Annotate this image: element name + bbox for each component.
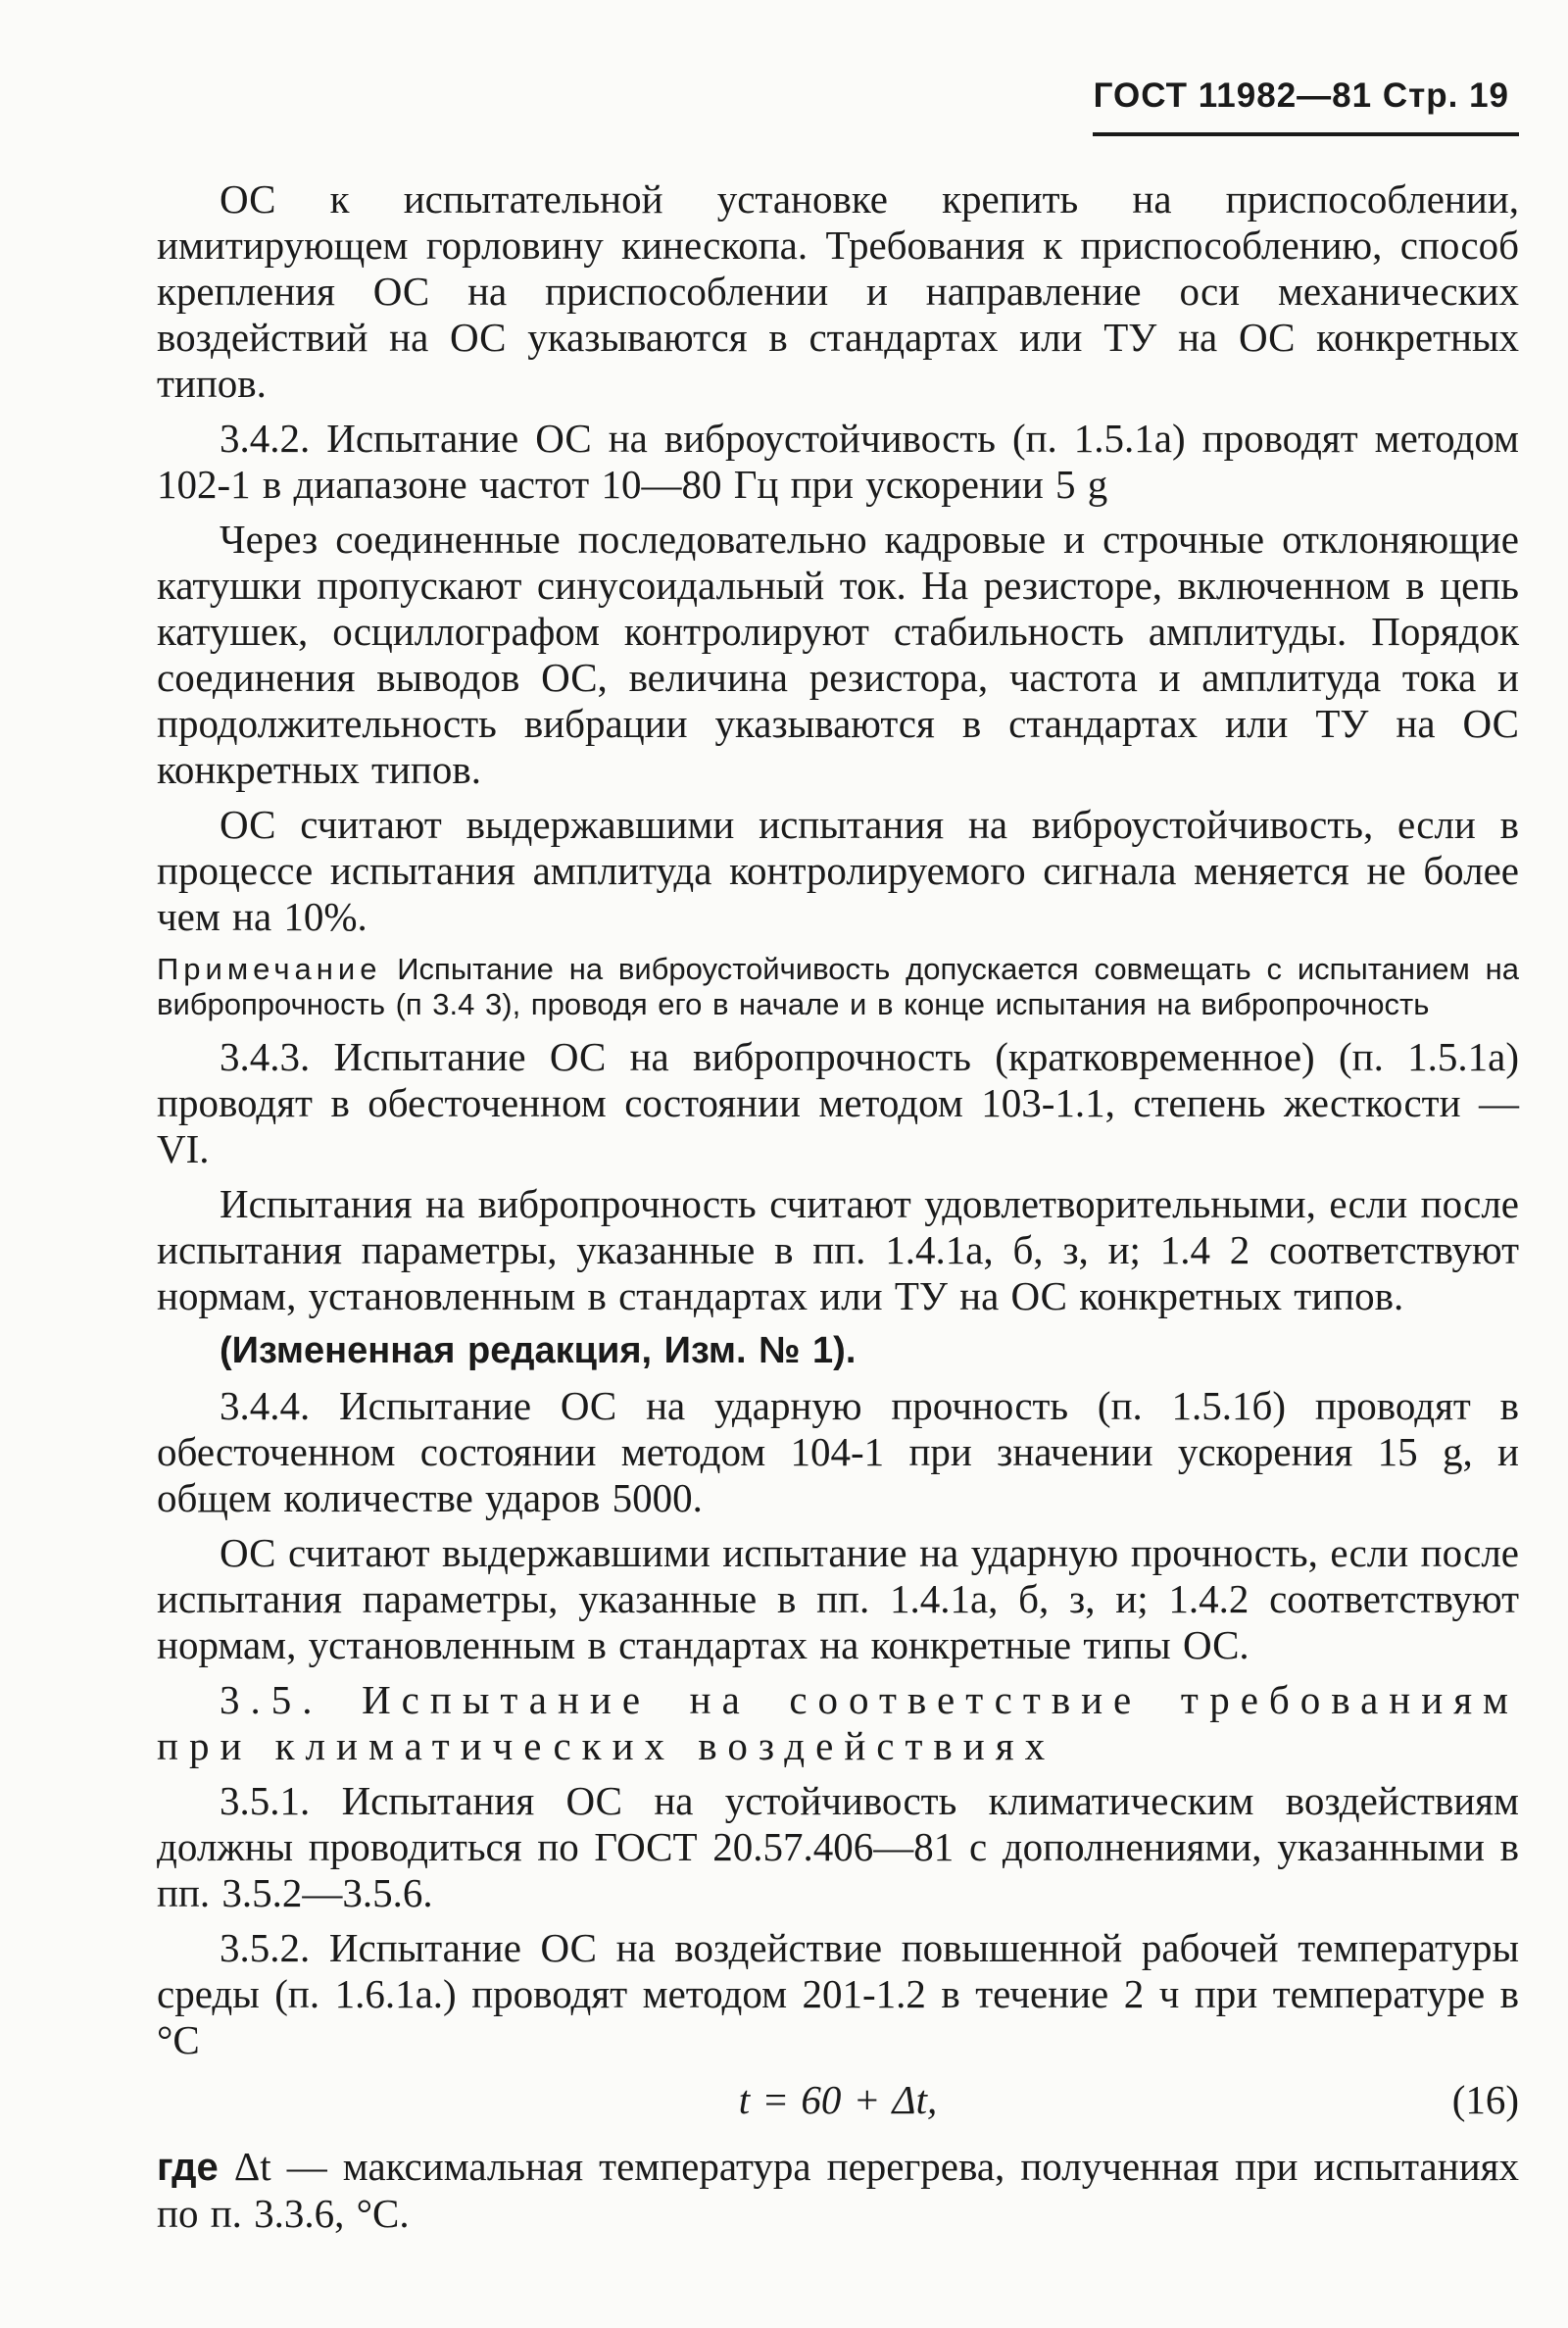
section-heading: 3.5. Испытание на соответствие требованиям при климатических воздействиях [157,1677,1519,1768]
paragraph: 3.4.3. Испытание ОС на вибропрочность (кратковременное) (п. 1.5.1а) проводят в обесточенном состоянии методом 103-1.1, степень жесткости — VI. [157,1034,1519,1171]
formula-row [157,2077,1519,2136]
note-text: Испытание на виброустойчивость допускается совмещать с испытанием на вибропрочность (п 3.4 3), проводя его в начале и в конце испытания на вибропрочность [157,952,1519,1021]
where-text: Δt — максимальная температура перегрева, полученная при испытаниях по п. 3.3.6, °С. [157,2144,1519,2236]
formula-explanation [157,2144,1519,2237]
header-rule [1093,132,1519,136]
paragraph: 3.4.4. Испытание ОС на ударную прочность (п. 1.5.1б) проводят в обесточенном состоянии методом 104-1 при значении ускорения 15 g, и общем количестве ударов 5000. [157,1383,1519,1520]
paragraph: 3.5.1. Испытания ОС на устойчивость климатическим воздействиям должны проводиться по ГОСТ 20.57.406—81 с дополнениями, указанными в пп. 3.5.2—3.5.6. [157,1778,1519,1915]
where-lead: где [157,2146,219,2189]
paragraph: Через соединенные последовательно кадровые и строчные отклоняющие катушки пропускают синусоидальный ток. На резисторе, включенном в цепь катушек, осциллографом контролируют стабильность амплитуды. Порядок соединения выводов ОС, величина резистора, частота и амплитуда тока и продолжительность вибрации указываются в стандартах или ТУ на ОС конкретных типов. [157,517,1519,792]
note-label: Примечание [157,952,382,986]
paragraph: 3.5.2. Испытание ОС на воздействие повышенной рабочей температуры среды (п. 1.6.1а.) проводят методом 201-1.2 в течение 2 ч при температуре в °С [157,1925,1519,2062]
paragraph: 3.4.2. Испытание ОС на виброустойчивость (п. 1.5.1а) проводят методом 102-1 в диапазоне частот 10—80 Гц при ускорении 5 g [157,416,1519,507]
note [157,952,1519,1022]
paragraph: ОС к испытательной установке крепить на приспособлении, имитирующем горловину кинескопа. Требования к приспособлению, способ крепления ОС на приспособлении и направление оси механических воздействий на ОС указываются в стандартах или ТУ на ОС конкретных типов. [157,176,1519,406]
paragraph: ОС считают выдержавшими испытания на виброустойчивость, если в процессе испытания амплитуда контролируемого сигнала меняется не более чем на 10%. [157,802,1519,939]
page-header: ГОСТ 11982—81 Стр. 19 [1093,76,1509,115]
formula: t = 60 + Δt, [738,2077,938,2122]
paragraph: Испытания на вибропрочность считают удовлетворительными, если после испытания параметры, указанные в пп. 1.4.1а, б, з, и; 1.4 2 соответствуют нормам, установленным в стандартах или ТУ на ОС конкретных типов. [157,1181,1519,1318]
document-body [157,176,1519,2237]
amendment-note: (Измененная редакция, Изм. № 1). [220,1330,857,1371]
formula-number: (16) [1451,2077,1519,2122]
paragraph: ОС считают выдержавшими испытание на ударную прочность, если после испытания параметры, указанные в пп. 1.4.1а, б, з, и; 1.4.2 соответствуют нормам, установленным в стандартах на конкретные типы ОС. [157,1530,1519,1667]
